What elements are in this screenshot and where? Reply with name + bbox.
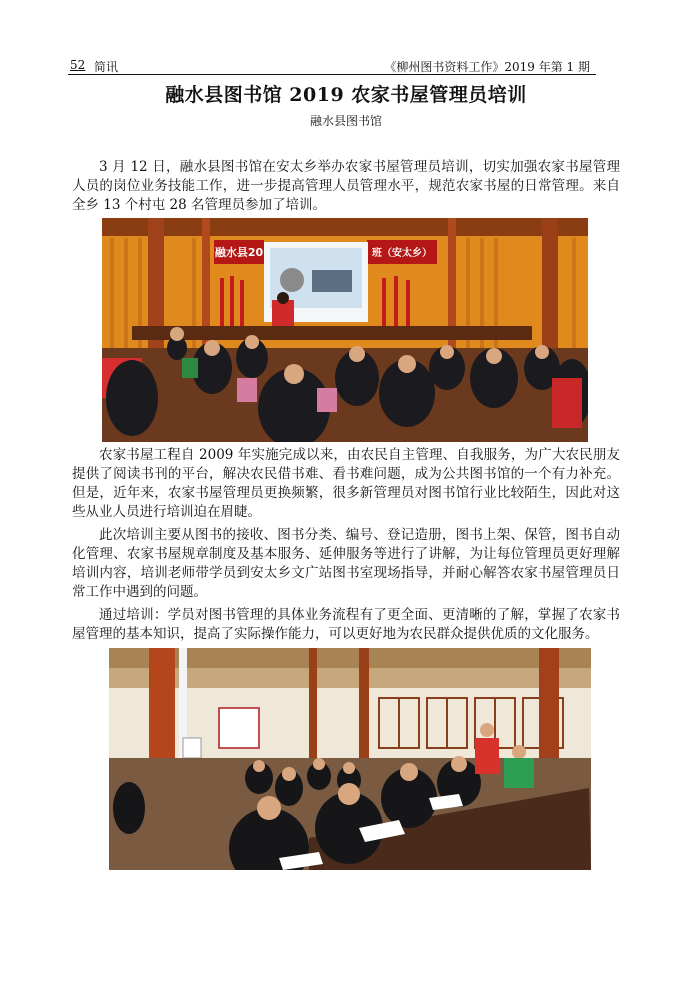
page-number: 52: [70, 58, 86, 72]
training-hall-photo: [102, 218, 588, 442]
article-author: 融水县图书馆: [309, 114, 382, 128]
paragraph-1: 3 月 12 日，融水县图书馆在安太乡举办农家书屋管理员培训，切实加强农家书屋管理人员的岗位业务技能工作，进一步提高管理人员管理水平，规范农家书屋的日常管理。来自全乡 13 个村屯 28 名管理员参加了培训。: [72, 159, 620, 213]
banner-left-text: 融水县20: [214, 246, 264, 259]
banner-right-text: 班（安太乡）: [372, 248, 432, 259]
classroom-photo: [109, 648, 591, 870]
section-label: 简讯: [94, 60, 119, 74]
classroom-photo-icon: [109, 648, 591, 870]
paragraph-2: 农家书屋工程自 2009 年实施完成以来，由农民自主管理、自我服务，为广大农民朋友提供了阅读书刊的平台，解决农民借书难、看书难问题，成为公共图书馆的一个有力补充。但是，近年来，农家书屋管理员更换频繁，很多新管理员对图书馆行业比较陌生，因此对这些从业人员进行培训迫在眉睫。: [72, 447, 620, 520]
paragraph-3: 此次培训主要从图书的接收、图书分类、编号、登记造册，图书上架、保管，图书自动化管理、农家书屋规章制度及基本服务、延伸服务等进行了讲解，为让每位管理员更好理解培训内容，培训老师带学员到安太乡文广站图书室现场指导，并耐心解答农家书屋管理员日常工作中遇到的问题。: [72, 527, 620, 600]
header-rule: [68, 74, 596, 75]
journal-name: 《柳州图书资料工作》2019 年第 1 期: [384, 60, 590, 74]
training-hall-photo-icon: [102, 218, 588, 442]
article-title: 融水县图书馆 2019 农家书屋管理员培训: [165, 84, 527, 106]
paragraph-4: 通过培训：学员对图书管理的具体业务流程有了更全面、更清晰的了解，掌握了农家书屋管理的基本知识，提高了实际操作能力，可以更好地为农民群众提供优质的文化服务。: [72, 607, 620, 642]
